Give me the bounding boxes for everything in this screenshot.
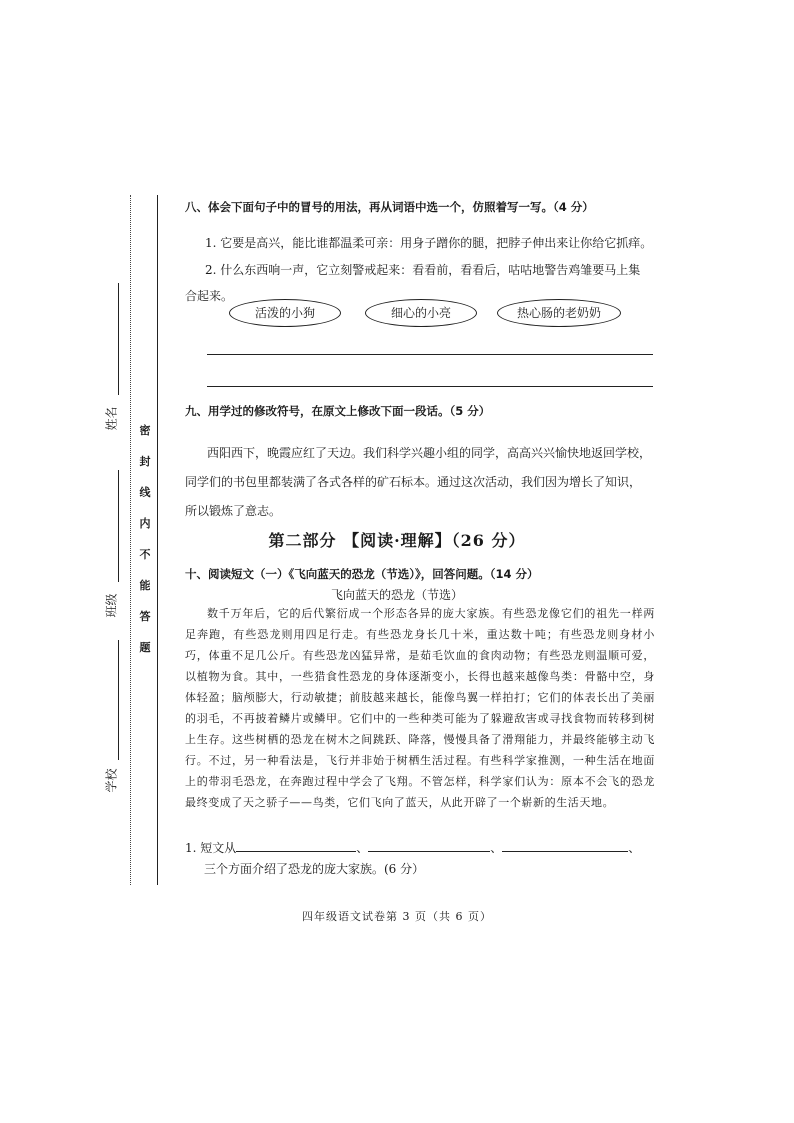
seal-char: 密 (139, 424, 151, 437)
word-option-oval: 热心肠的老奶奶 (497, 299, 621, 327)
seal-char: 内 (139, 517, 151, 530)
seal-char: 题 (139, 641, 151, 654)
separator: 、 (356, 841, 369, 855)
passage-paragraph: 数千万年后，它的后代繁衍成一个形态各异的庞大家族。有些恐龙像它们的祖先一样两足奔跑，有些恐龙则用四足行走。有些恐龙身长几十米，重达数十吨；有些恐龙则身材小巧，体重不足几公斤。有些恐龙凶猛异常，是茹毛饮血的食肉动物；有些恐龙则温顺可爱，以植物为食。其中，一些猎食性恐龙的身体逐渐变小，长得也越来越像鸟类：骨骼中空，身体轻盈；脑颅膨大，行动敏捷；前肢越来越长，能像鸟翼一样拍打；它们的体表长出了美丽的羽毛，不再披着鳞片或鳞甲。它们中的一些种类可能为了躲避敌害或寻找食物而转移到树上生存。这些树栖的恐龙在树木之间跳跃、降落，慢慢具备了滑翔能力，并最终能够主动飞行。不过，另一种看法是，飞行并非始于树栖生活过程。有些科学家推测，一种生活在地面上的带羽毛恐龙，在奔跑过程中学会了飞翔。不管怎样，科学家们认为：原本不会飞的恐龙最终变成了天之骄子——鸟类，它们飞向了蓝天，从此开辟了一个崭新的生活天地。 (185, 607, 655, 809)
q9-paragraph-line: 同学们的书包里都装满了各式各样的矿石标本。通过这次活动，我们因为增长了知识， (185, 475, 642, 489)
q9-paragraph-line: 所以锻炼了意志。 (185, 504, 282, 518)
q8-sentence-1: 1. 它要是高兴，能比谁都温柔可亲：用身子蹭你的腿，把脖子伸出来让你给它抓痒。 (205, 236, 653, 250)
answer-line[interactable] (207, 354, 653, 355)
q8-heading: 八、体会下面句子中的冒号的用法，再从词语中选一个，仿照着写一写。（4 分） (185, 200, 594, 214)
q10-sub1-cont: 三个方面介绍了恐龙的庞大家族。(6 分） (204, 862, 425, 876)
school-label: 学校 (104, 768, 119, 793)
separator: 、 (628, 841, 641, 855)
seal-char: 不 (139, 548, 151, 561)
class-field[interactable] (118, 470, 119, 582)
name-field[interactable] (118, 283, 119, 395)
passage-title: 飞向蓝天的恐龙（节选） (330, 588, 463, 602)
answer-line[interactable] (207, 386, 653, 387)
answer-blank[interactable] (236, 839, 356, 852)
school-field[interactable] (118, 640, 119, 760)
q8-sentence-2-cont: 合起来。 (185, 289, 234, 303)
answer-blank[interactable] (368, 839, 490, 852)
q10-sub1-prefix: 1. 短文从 (185, 841, 237, 855)
q9-heading: 九、用学过的修改符号，在原文上修改下面一段话。（5 分） (185, 404, 491, 418)
seal-char: 能 (139, 579, 151, 592)
part-title: 第二部分 【阅读·理解】（26 分） (268, 531, 526, 550)
seal-char: 线 (139, 486, 151, 499)
passage-body (185, 603, 655, 813)
q8-sentence-2: 2. 什么东西响一声，它立刻警戒起来：看看前，看看后，咕咕地警告鸡雏要马上集 (205, 263, 641, 277)
answer-blank[interactable] (502, 839, 628, 852)
class-label: 班级 (104, 593, 119, 618)
name-label: 姓名 (104, 406, 119, 431)
q10-sub1 (185, 839, 640, 856)
word-option-oval: 活泼的小狗 (229, 299, 341, 327)
word-option-oval: 细心的小亮 (365, 299, 477, 327)
q10-heading: 十、阅读短文（一）《飞向蓝天的恐龙（节选）》，回答问题。（14 分） (185, 567, 539, 581)
seal-char: 答 (139, 610, 151, 623)
q9-paragraph-line: 西阳西下，晚霞应红了天边。我们科学兴趣小组的同学，高高兴兴愉快地返回学校， (207, 446, 652, 460)
page-footer: 四年级语文试卷第 3 页（共 6 页） (302, 910, 492, 923)
separator: 、 (490, 841, 503, 855)
seal-char: 封 (139, 455, 151, 468)
